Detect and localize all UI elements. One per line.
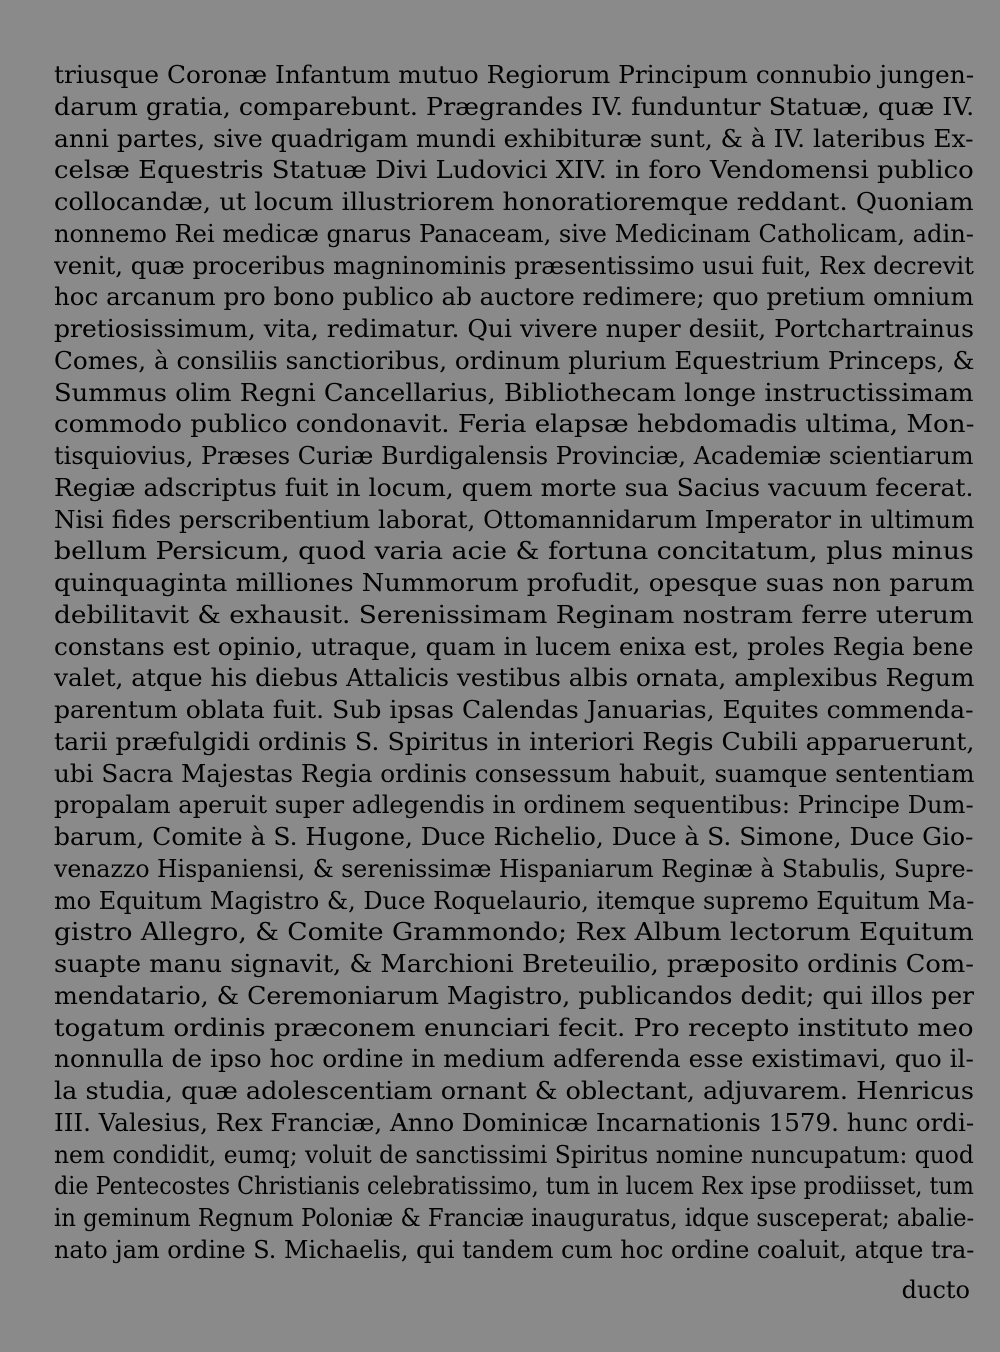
text-line: tisquiovius, Præses Curiæ Burdigalensis Provinciæ, Academiæ scientiarum — [54, 442, 974, 470]
text-line: parentum oblata fuit. Sub ipsas Calendas Januarias, Equites commenda- — [54, 696, 974, 724]
text-line: in geminum Regnum Poloniæ & Franciæ inauguratus, idque susceperat; abalie- — [54, 1204, 974, 1232]
text-line: nonnulla de ipso hoc ordine in medium adferenda esse existimavi, quo il- — [54, 1045, 974, 1074]
text-line: constans est opinio, utraque, quam in lucem enixa est, proles Regia bene — [54, 632, 974, 661]
text-line: debilitavit & exhausit. Serenissimam Reginam nostram ferre uterum — [54, 600, 974, 629]
text-line: collocandæ, ut locum illustriorem honoratioremque reddant. Quoniam — [54, 188, 974, 216]
text-line: commodo publico condonavit. Feria elapsæ hebdomadis ultima, Mon- — [54, 410, 974, 439]
page-text — [54, 60, 974, 1267]
text-line: nato jam ordine S. Michaelis, qui tandem cum hoc ordine coaluit, atque tra- — [54, 1235, 974, 1264]
text-line: die Pentecostes Christianis celebratissimo, tum in lucem Rex ipse prodiisset, tum — [54, 1172, 974, 1201]
text-line: darum gratia, comparebunt. Prægrandes IV. funduntur Statuæ, quæ IV. — [54, 92, 974, 121]
text-line: suapte manu signavit, & Marchioni Breteuilio, præposito ordinis Com- — [54, 950, 974, 978]
text-line: barum, Comite à S. Hugone, Duce Richelio, Duce à S. Simone, Duce Gio- — [54, 823, 974, 851]
text-line: propalam aperuit super adlegendis in ordinem sequentibus: Principe Dum- — [54, 791, 974, 820]
text-line: venazzo Hispaniensi, & serenissimæ Hispaniarum Reginæ à Stabulis, Supre- — [54, 854, 974, 883]
text-line: mo Equitum Magistro &, Duce Roquelaurio, itemque supremo Equitum Ma- — [54, 886, 974, 915]
text-line: pretiosissimum, vita, redimatur. Qui vivere nuper desiit, Portchartrainus — [54, 315, 974, 343]
text-line: quinquaginta milliones Nummorum profudit, opesque suas non parum — [54, 569, 974, 597]
text-line: anni partes, sive quadrigam mundi exhibituræ sunt, & à IV. lateribus Ex- — [54, 124, 974, 153]
text-line: gistro Allegro, & Comite Grammondo; Rex Album lectorum Equitum — [54, 918, 974, 947]
text-line: togatum ordinis præconem enunciari fecit. Pro recepto instituto meo — [54, 1013, 974, 1042]
text-line: mendatario, & Ceremoniarum Magistro, publicandos dedit; qui illos per — [54, 981, 975, 1010]
text-line: hoc arcanum pro bono publico ab auctore redimere; quo pretium omnium — [54, 283, 974, 312]
text-line: venit, quæ proceribus magninominis præsentissimo usui fuit, Rex decrevit — [54, 251, 974, 280]
text-line: triusque Coronæ Infantum mutuo Regiorum Principum connubio jungen- — [54, 61, 974, 89]
text-line: bellum Persicum, quod varia acie & fortuna concitatum, plus minus — [54, 537, 974, 566]
text-line: celsæ Equestris Statuæ Divi Ludovici XIV. in foro Vendomensi publico — [54, 156, 974, 185]
text-line: valet, atque his diebus Attalicis vestibus albis ornata, amplexibus Regum — [54, 664, 974, 693]
text-line: Summus olim Regni Cancellarius, Bibliothecam longe instructissimam — [54, 378, 974, 407]
catchword: ducto — [901, 1276, 970, 1304]
text-line: Nisi fides perscribentium laborat, Ottomannidarum Imperator in ultimum — [54, 505, 975, 534]
text-line: ubi Sacra Majestas Regia ordinis consessum habuit, suamque sententiam — [54, 759, 974, 788]
text-line: III. Valesius, Rex Franciæ, Anno Dominicæ Incarnationis 1579. hunc ordi- — [54, 1108, 974, 1137]
text-line: nem condidit, eumq; voluit de sanctissimi Spiritus nomine nuncupatum: quod — [54, 1140, 974, 1169]
text-line: Regiæ adscriptus fuit in locum, quem morte sua Sacius vacuum fecerat. — [54, 473, 974, 502]
text-line: la studia, quæ adolescentiam ornant & oblectant, adjuvarem. Henricus — [54, 1077, 974, 1105]
text-line: tarii præfulgidi ordinis S. Spiritus in interiori Regis Cubili apparuerunt, — [54, 727, 974, 756]
text-line: Comes, à consiliis sanctioribus, ordinum plurium Equestrium Princeps, & — [54, 346, 974, 375]
text-line: nonnemo Rei medicæ gnarus Panaceam, sive Medicinam Catholicam, adin- — [54, 219, 974, 248]
